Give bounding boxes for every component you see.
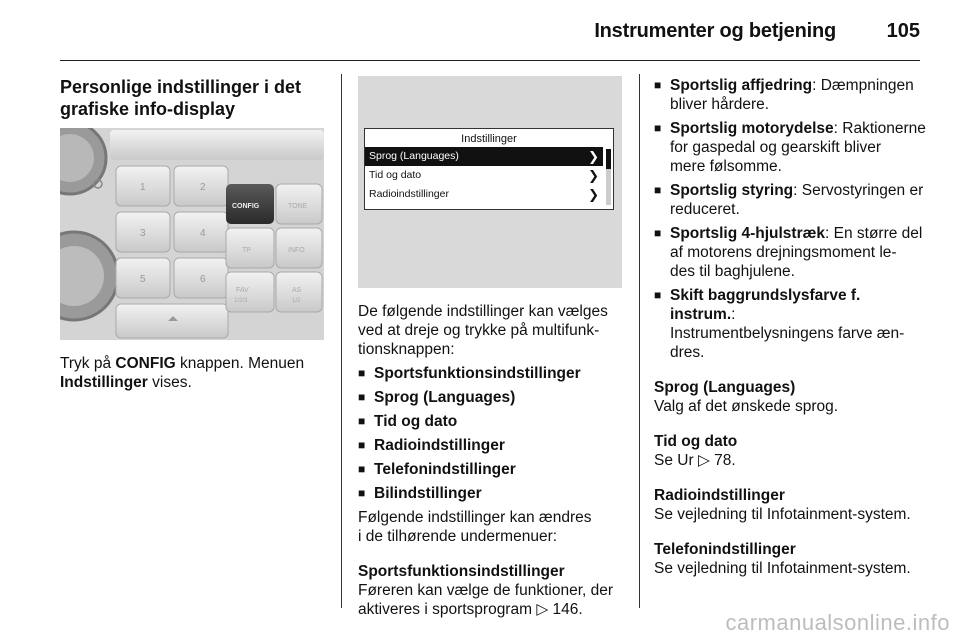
option-name: Skift baggrundslysfarve f. instrum. (670, 287, 861, 323)
scrollbar-thumb (606, 149, 611, 169)
tp-button-label: TP (242, 247, 251, 254)
list-item-text (670, 286, 930, 362)
bullet-icon: ■ (654, 183, 662, 197)
column-divider (639, 74, 640, 608)
settings-term: Indstillinger (60, 374, 148, 391)
config-term: CONFIG (115, 355, 176, 372)
list-item-label: Tid og dato (374, 413, 458, 430)
text: for gaspedal og gearskift bliver (670, 139, 882, 156)
page-header (60, 0, 920, 61)
display-row (365, 185, 603, 204)
text: vises. (147, 374, 192, 391)
list-item-label: Bilindstillinger (374, 485, 482, 502)
text: Tryk på (60, 355, 116, 372)
bullet-icon: ■ (654, 121, 662, 135)
list-item-text (670, 224, 930, 281)
text: : Dæmpningen (812, 77, 914, 94)
subsection-text: Valg af det ønskede sprog. (654, 398, 839, 415)
text: Føreren kan vælge de funktioner, der (358, 582, 614, 599)
preset-key-label: 1 (140, 182, 146, 193)
list-item-text (670, 76, 930, 114)
list-item (358, 484, 624, 503)
text: Se Ur (654, 452, 698, 469)
text: des til baghjulene. (670, 263, 795, 280)
subsection-text: Se vejledning til Infotainment-system. (654, 560, 911, 577)
list-item-text (670, 119, 930, 176)
fav-button-sublabel: 1/2/3 (234, 298, 248, 304)
list-item (654, 224, 930, 281)
list-item (654, 181, 930, 219)
subsection-title: Telefonindstillinger (654, 541, 796, 558)
as-button-label: AS (292, 287, 302, 294)
bullet-icon: ■ (654, 78, 662, 92)
as-button-sublabel: 1/2 (292, 298, 301, 304)
display-screenshot (358, 76, 622, 288)
section-title-line: Personlige indstillinger i det (60, 77, 302, 97)
preset-key-label: 3 (140, 228, 146, 239)
page-ref[interactable]: 78. (714, 452, 736, 469)
list-item (358, 460, 624, 479)
config-button-label: CONFIG (232, 203, 260, 210)
list-item (654, 119, 930, 176)
chevron-right-icon: ❯ (588, 149, 599, 164)
option-name: Sportslig affjedring (670, 77, 813, 94)
column-divider (341, 74, 342, 608)
tone-button-label: TONE (288, 203, 308, 210)
text: : Raktionerne (833, 120, 926, 137)
preset-key-label: 4 (200, 228, 206, 239)
intro-paragraph (358, 302, 624, 359)
list-item-label: Telefonindstillinger (374, 461, 516, 478)
subsection-text (654, 451, 930, 470)
bullet-icon: ■ (654, 288, 662, 302)
preset-key-label: 2 (200, 182, 206, 193)
text: i de tilhørende undermenuer: (358, 528, 558, 545)
bullet-icon: ■ (358, 438, 366, 452)
list-item-text (670, 181, 930, 219)
text: Følgende indstillinger kan ændres (358, 509, 592, 526)
instruction-paragraph (60, 354, 328, 392)
chevron-right-icon: ❯ (588, 168, 599, 183)
bullet-icon: ■ (358, 366, 366, 380)
page-ref-icon: ▷ (536, 601, 549, 618)
text: : (731, 306, 736, 323)
display-row-label: Radioindstillinger (369, 188, 449, 200)
bullet-icon: ■ (654, 226, 662, 240)
section-title (60, 76, 328, 120)
list-item (654, 76, 930, 114)
bullet-icon: ■ (358, 390, 366, 404)
page-ref-icon: ▷ (697, 452, 710, 469)
text: De følgende indstillinger kan vælges (358, 303, 608, 320)
display-row (365, 166, 603, 185)
preset-key-label: 5 (140, 274, 146, 285)
bullet-icon: ■ (358, 462, 366, 476)
list-item (358, 364, 624, 383)
list-item-label: Sportsfunktionsindstillinger (374, 365, 581, 382)
text: bliver hårdere. (670, 96, 770, 113)
text: knappen. Menuen (175, 355, 305, 372)
list-item-label: Sprog (Languages) (374, 389, 516, 406)
text: mere følsomme. (670, 158, 782, 175)
text: af motorens drejningsmoment le- (670, 244, 897, 261)
text: aktiveres i sportsprogram (358, 601, 537, 618)
chapter-title: Instrumenter og betjening (594, 20, 836, 42)
subsection-title: Sportsfunktionsindstillinger (358, 563, 565, 580)
section-title-line: grafiske info-display (60, 99, 236, 119)
control-panel-photo (60, 128, 324, 340)
subsection-title: Radioindstillinger (654, 487, 785, 504)
list-item (654, 286, 930, 362)
list-item (358, 388, 624, 407)
preset-key-label: 6 (200, 274, 206, 285)
list-item (358, 436, 624, 455)
subsection-title: Sprog (Languages) (654, 379, 796, 396)
text: Instrumentbelysningens farve æn- (670, 325, 905, 342)
column-middle (358, 76, 624, 619)
sport-paragraph (358, 581, 624, 619)
display-menu (364, 128, 614, 210)
text: : Servostyringen er (793, 182, 924, 199)
bullet-icon: ■ (358, 414, 366, 428)
display-title: Indstillinger (461, 133, 517, 145)
display-row-label: Tid og dato (369, 169, 422, 181)
display-row-label: Sprog (Languages) (369, 150, 459, 162)
option-name: Sportslig motorydelse (670, 120, 834, 137)
fav-button-label: FAV (236, 287, 249, 294)
text: ved at dreje og trykke på multifunk- (358, 322, 600, 339)
column-left (60, 76, 328, 392)
bullet-icon: ■ (358, 486, 366, 500)
list-item-label: Radioindstillinger (374, 437, 505, 454)
watermark: carmanualsonline.info (725, 610, 950, 635)
info-button-label: INFO (288, 247, 305, 254)
column-right (654, 76, 930, 578)
page-ref[interactable]: 146. (552, 601, 583, 618)
text: : En større del (825, 225, 923, 242)
subsection-title: Tid og dato (654, 433, 738, 450)
chevron-right-icon: ❯ (588, 187, 599, 202)
option-name: Sportslig 4-hjulstræk (670, 225, 826, 242)
subsection-text: Se vejledning til Infotainment-system. (654, 506, 911, 523)
text: reduceret. (670, 201, 740, 218)
page-number: 105 (886, 20, 920, 42)
text: dres. (670, 344, 705, 361)
display-scrollbar (606, 149, 611, 205)
text: tionsknappen: (358, 341, 455, 358)
after-paragraph (358, 508, 624, 546)
option-name: Sportslig styring (670, 182, 794, 199)
display-row-selected (365, 147, 603, 166)
list-item (358, 412, 624, 431)
control-panel-illustration (60, 128, 324, 340)
